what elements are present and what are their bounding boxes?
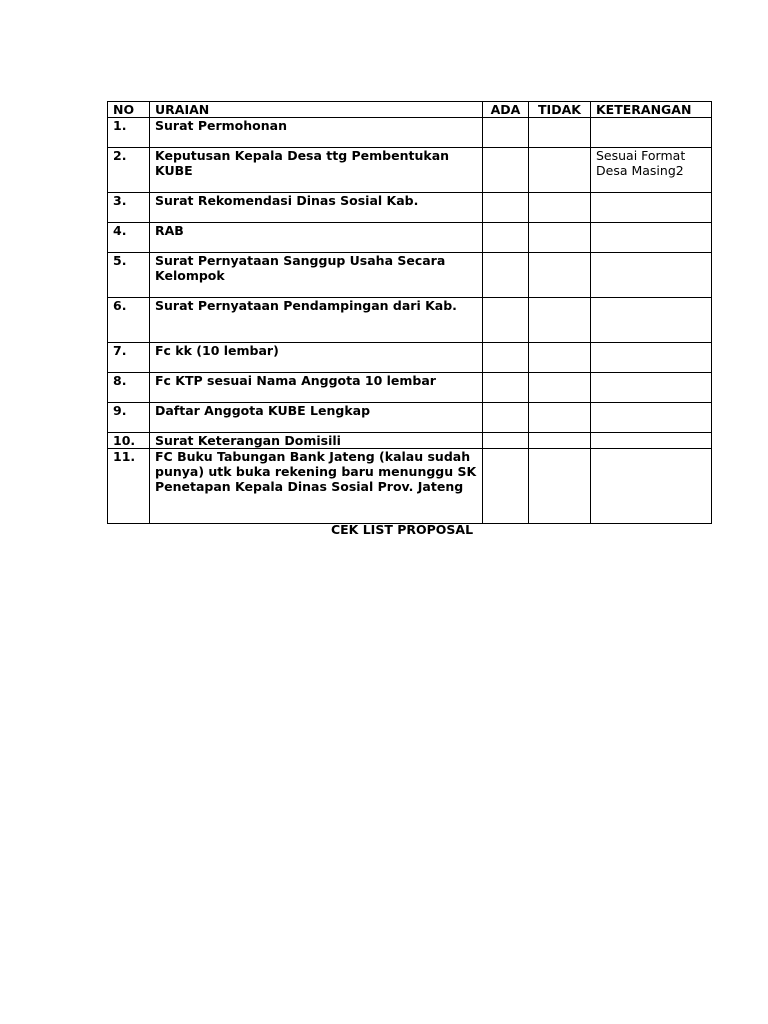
table-row xyxy=(108,253,712,298)
row-tidak xyxy=(529,298,591,343)
row-uraian: Daftar Anggota KUBE Lengkap xyxy=(150,403,483,433)
table-caption: CEK LIST PROPOSAL xyxy=(330,522,474,537)
row-keterangan xyxy=(591,298,712,343)
row-no: 1. xyxy=(108,118,150,148)
table-row xyxy=(108,403,712,433)
row-no: 2. xyxy=(108,148,150,193)
header-no: NO xyxy=(108,102,150,118)
header-ada: ADA xyxy=(483,102,529,118)
row-no: 11. xyxy=(108,449,150,524)
row-no: 6. xyxy=(108,298,150,343)
row-keterangan xyxy=(591,118,712,148)
row-keterangan: Sesuai Format Desa Masing2 xyxy=(591,148,712,193)
row-tidak xyxy=(529,223,591,253)
row-uraian: FC Buku Tabungan Bank Jateng (kalau sudah punya) utk buka rekening baru menunggu SK Penetapan Kepala Dinas Sosial Prov. Jateng xyxy=(150,449,483,524)
row-tidak xyxy=(529,449,591,524)
row-uraian: Surat Pernyataan Pendampingan dari Kab. xyxy=(150,298,483,343)
table-header-row xyxy=(108,102,712,118)
row-uraian: Fc KTP sesuai Nama Anggota 10 lembar xyxy=(150,373,483,403)
row-ada xyxy=(483,223,529,253)
row-ada xyxy=(483,403,529,433)
row-keterangan xyxy=(591,403,712,433)
row-keterangan xyxy=(591,253,712,298)
table-row xyxy=(108,118,712,148)
row-ada xyxy=(483,298,529,343)
row-uraian: Keputusan Kepala Desa ttg Pembentukan KUBE xyxy=(150,148,483,193)
row-no: 3. xyxy=(108,193,150,223)
row-uraian: Surat Rekomendasi Dinas Sosial Kab. xyxy=(150,193,483,223)
row-tidak xyxy=(529,433,591,449)
row-uraian: RAB xyxy=(150,223,483,253)
table-row xyxy=(108,298,712,343)
row-no: 9. xyxy=(108,403,150,433)
row-tidak xyxy=(529,373,591,403)
header-uraian: URAIAN xyxy=(150,102,483,118)
row-no: 5. xyxy=(108,253,150,298)
row-ada xyxy=(483,449,529,524)
row-no: 8. xyxy=(108,373,150,403)
row-no: 10. xyxy=(108,433,150,449)
table-row xyxy=(108,373,712,403)
table-row xyxy=(108,223,712,253)
table-row xyxy=(108,433,712,449)
row-keterangan xyxy=(591,343,712,373)
row-tidak xyxy=(529,148,591,193)
row-uraian: Surat Keterangan Domisili xyxy=(150,433,483,449)
row-ada xyxy=(483,253,529,298)
row-uraian: Surat Permohonan xyxy=(150,118,483,148)
row-tidak xyxy=(529,343,591,373)
row-keterangan xyxy=(591,373,712,403)
row-no: 4. xyxy=(108,223,150,253)
table-row xyxy=(108,193,712,223)
row-ada xyxy=(483,118,529,148)
row-tidak xyxy=(529,118,591,148)
header-keterangan: KETERANGAN xyxy=(591,102,712,118)
table-row xyxy=(108,343,712,373)
row-ada xyxy=(483,433,529,449)
row-ada xyxy=(483,148,529,193)
row-keterangan xyxy=(591,449,712,524)
row-ada xyxy=(483,373,529,403)
row-ada xyxy=(483,193,529,223)
row-keterangan xyxy=(591,433,712,449)
checklist-table xyxy=(107,101,712,524)
header-tidak: TIDAK xyxy=(529,102,591,118)
row-tidak xyxy=(529,193,591,223)
row-tidak xyxy=(529,403,591,433)
row-ada xyxy=(483,343,529,373)
table-row xyxy=(108,148,712,193)
row-no: 7. xyxy=(108,343,150,373)
row-keterangan xyxy=(591,193,712,223)
table-row xyxy=(108,449,712,524)
row-uraian: Fc kk (10 lembar) xyxy=(150,343,483,373)
row-tidak xyxy=(529,253,591,298)
row-keterangan xyxy=(591,223,712,253)
row-uraian: Surat Pernyataan Sanggup Usaha Secara Kelompok xyxy=(150,253,483,298)
